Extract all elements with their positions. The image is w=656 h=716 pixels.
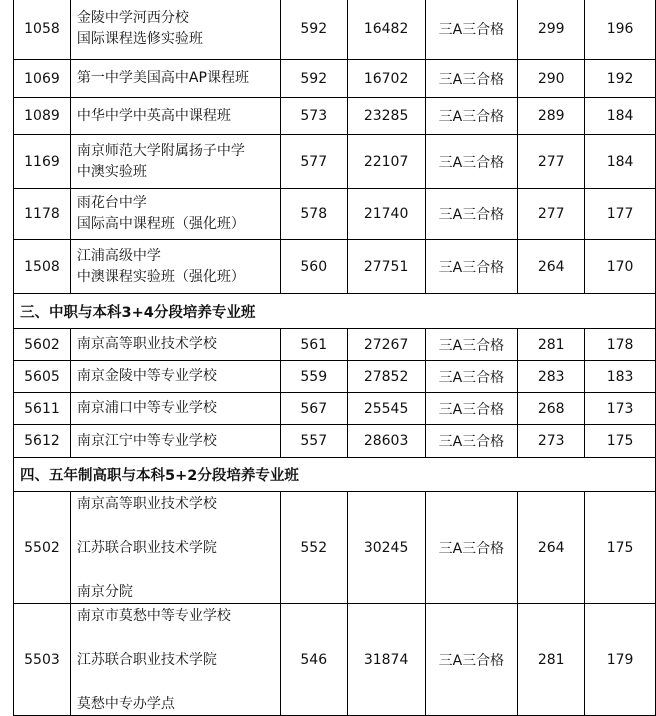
rank: 22107 — [347, 135, 425, 189]
rank: 31874 — [347, 604, 425, 716]
school-code: 1178 — [14, 189, 71, 240]
score-a: 264 — [518, 240, 585, 294]
rank: 27852 — [347, 361, 425, 393]
grade-level: 三A三合格 — [425, 604, 518, 716]
table-row — [14, 329, 656, 361]
grade-level: 三A三合格 — [425, 135, 518, 189]
school-code: 1508 — [14, 240, 71, 294]
school-code: 1089 — [14, 98, 71, 135]
rank: 28603 — [347, 425, 425, 458]
admission-score-table — [13, 0, 656, 716]
grade-level: 三A三合格 — [425, 361, 518, 393]
min-score: 577 — [280, 135, 347, 189]
min-score: 559 — [280, 361, 347, 393]
score-a: 299 — [518, 0, 585, 60]
rank: 21740 — [347, 189, 425, 240]
rank: 27751 — [347, 240, 425, 294]
score-b: 177 — [585, 189, 656, 240]
min-score: 567 — [280, 393, 347, 425]
min-score: 561 — [280, 329, 347, 361]
table-row — [14, 361, 656, 393]
grade-level: 三A三合格 — [425, 240, 518, 294]
school-name: 南京高等职业技术学校 江苏联合职业技术学院 南京分院 — [70, 492, 280, 604]
grade-level: 三A三合格 — [425, 98, 518, 135]
score-a: 281 — [518, 604, 585, 716]
school-code: 5602 — [14, 329, 71, 361]
school-code: 1169 — [14, 135, 71, 189]
grade-level: 三A三合格 — [425, 60, 518, 98]
school-name: 南京市莫愁中等专业学校 江苏联合职业技术学院 莫愁中专办学点 — [70, 604, 280, 716]
score-b: 183 — [585, 361, 656, 393]
school-code: 1058 — [14, 0, 71, 60]
table-row — [14, 98, 656, 135]
score-a: 290 — [518, 60, 585, 98]
min-score: 557 — [280, 425, 347, 458]
school-name: 金陵中学河西分校 国际课程选修实验班 — [70, 0, 280, 60]
school-name: 南京金陵中等专业学校 — [70, 361, 280, 393]
school-name: 第一中学美国高中AP课程班 — [70, 60, 280, 98]
rank: 30245 — [347, 492, 425, 604]
min-score: 560 — [280, 240, 347, 294]
table-row — [14, 135, 656, 189]
score-b: 179 — [585, 604, 656, 716]
min-score: 546 — [280, 604, 347, 716]
rank: 27267 — [347, 329, 425, 361]
table-row — [14, 393, 656, 425]
section-title: 三、中职与本科3+4分段培养专业班 — [14, 294, 656, 329]
rank: 23285 — [347, 98, 425, 135]
school-name: 南京江宁中等专业学校 — [70, 425, 280, 458]
grade-level: 三A三合格 — [425, 189, 518, 240]
grade-level: 三A三合格 — [425, 425, 518, 458]
grade-level: 三A三合格 — [425, 0, 518, 60]
score-b: 184 — [585, 135, 656, 189]
rank: 16482 — [347, 0, 425, 60]
score-a: 283 — [518, 361, 585, 393]
min-score: 552 — [280, 492, 347, 604]
section-header-row — [14, 458, 656, 492]
table-row — [14, 425, 656, 458]
score-a: 277 — [518, 135, 585, 189]
grade-level: 三A三合格 — [425, 329, 518, 361]
score-b: 175 — [585, 425, 656, 458]
school-name: 南京浦口中等专业学校 — [70, 393, 280, 425]
school-name: 南京师范大学附属扬子中学 中澳实验班 — [70, 135, 280, 189]
min-score: 592 — [280, 60, 347, 98]
table-row — [14, 240, 656, 294]
score-b: 178 — [585, 329, 656, 361]
school-name: 江浦高级中学 中澳课程实验班（强化班） — [70, 240, 280, 294]
school-code: 5611 — [14, 393, 71, 425]
score-a: 268 — [518, 393, 585, 425]
school-name: 雨花台中学 国际高中课程班（强化班） — [70, 189, 280, 240]
grade-level: 三A三合格 — [425, 393, 518, 425]
school-code: 1069 — [14, 60, 71, 98]
score-b: 184 — [585, 98, 656, 135]
score-b: 170 — [585, 240, 656, 294]
score-b: 173 — [585, 393, 656, 425]
grade-level: 三A三合格 — [425, 492, 518, 604]
score-a: 281 — [518, 329, 585, 361]
section-title: 四、五年制高职与本科5+2分段培养专业班 — [14, 458, 656, 492]
school-code: 5503 — [14, 604, 71, 716]
school-code: 5502 — [14, 492, 71, 604]
score-b: 175 — [585, 492, 656, 604]
score-b: 192 — [585, 60, 656, 98]
score-a: 264 — [518, 492, 585, 604]
score-b: 196 — [585, 0, 656, 60]
table-row — [14, 492, 656, 604]
school-code: 5612 — [14, 425, 71, 458]
score-a: 289 — [518, 98, 585, 135]
rank: 16702 — [347, 60, 425, 98]
table-row — [14, 604, 656, 716]
min-score: 573 — [280, 98, 347, 135]
table-row — [14, 189, 656, 240]
rank: 25545 — [347, 393, 425, 425]
school-name: 中华中学中英高中课程班 — [70, 98, 280, 135]
school-name: 南京高等职业技术学校 — [70, 329, 280, 361]
min-score: 578 — [280, 189, 347, 240]
score-a: 277 — [518, 189, 585, 240]
school-code: 5605 — [14, 361, 71, 393]
section-header-row — [14, 294, 656, 329]
score-a: 273 — [518, 425, 585, 458]
table-row — [14, 0, 656, 60]
table-row — [14, 60, 656, 98]
min-score: 592 — [280, 0, 347, 60]
